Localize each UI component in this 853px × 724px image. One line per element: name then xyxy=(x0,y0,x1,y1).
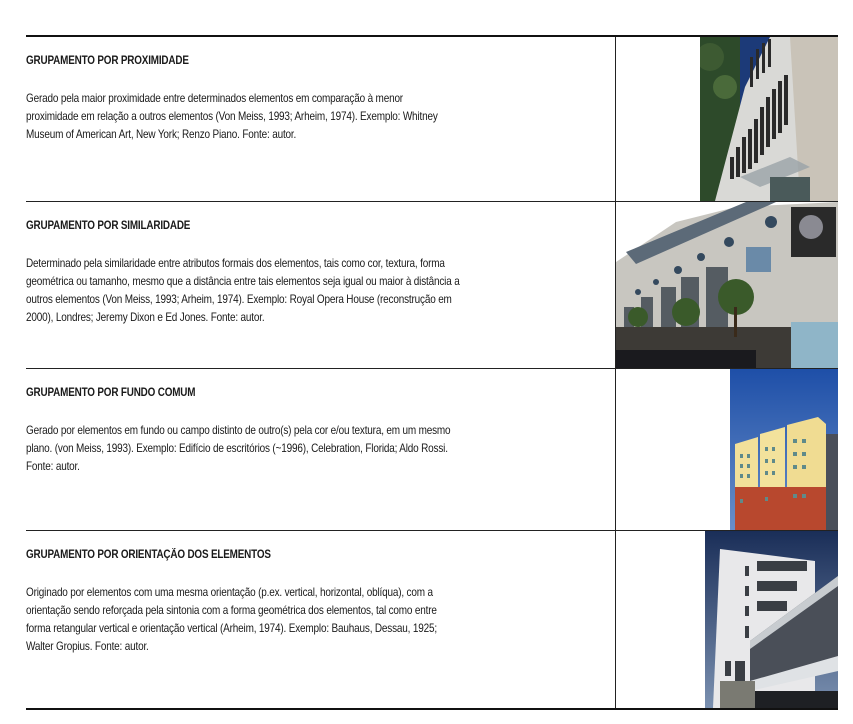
celebration-office-building-photo xyxy=(730,369,838,530)
table-row-common-region xyxy=(26,369,838,531)
row-description xyxy=(26,584,559,656)
description-line: proximidade em relação a outros elementos (Von Meiss, 1993; Arheim, 1974). Exemplo: Whitney xyxy=(26,110,438,123)
description-line: Gerado por elementos em fundo ou campo distinto de outro(s) pela cor e/ou textura, em um mesmo xyxy=(26,424,451,437)
row-description xyxy=(26,422,559,476)
column-divider xyxy=(615,531,616,708)
table-row-proximity xyxy=(26,37,838,202)
row-title: GRUPAMENTO POR FUNDO COMUM xyxy=(26,387,196,399)
description-line: Determinado pela similaridade entre atributos formais dos elementos, tais como cor, textura, forma xyxy=(26,257,445,270)
description-line: Fonte: autor. xyxy=(26,460,80,473)
description-line: Walter Gropius. Fonte: autor. xyxy=(26,640,149,653)
grouping-principles-table xyxy=(26,35,838,710)
description-line: 2000), Londres; Jeremy Dixon e Ed Jones. Fonte: autor. xyxy=(26,311,265,324)
table-row-similarity xyxy=(26,202,838,369)
row-description xyxy=(26,90,559,144)
table-row-orientation xyxy=(26,531,838,708)
row-description xyxy=(26,255,559,327)
description-line: forma retangular vertical e orientação vertical (Arheim, 1974). Exemplo: Bauhaus, Dessau, 1925; xyxy=(26,622,437,635)
row-title: GRUPAMENTO POR ORIENTAÇÃO DOS ELEMENTOS xyxy=(26,549,271,561)
royal-opera-house-photo xyxy=(616,202,838,368)
description-line: Gerado pela maior proximidade entre determinados elementos em comparação à menor xyxy=(26,92,403,105)
row-title: GRUPAMENTO POR SIMILARIDADE xyxy=(26,220,191,232)
bauhaus-dessau-photo xyxy=(705,531,838,708)
description-line: plano. (von Meiss, 1993). Exemplo: Edifício de escritórios (~1996), Celebration, Florida; Aldo Rossi. xyxy=(26,442,448,455)
column-divider xyxy=(615,37,616,201)
description-line: outros elementos (Von Meiss, 1993; Arheim, 1974). Exemplo: Royal Opera House (reconstrução em xyxy=(26,293,452,306)
description-line: Museum of American Art, New York; Renzo Piano. Fonte: autor. xyxy=(26,128,297,141)
column-divider xyxy=(615,369,616,530)
description-line: orientação sendo reforçada pela sintonia com a forma geométrica dos elementos, tal como entre xyxy=(26,604,437,617)
description-line: Originado por elementos com uma mesma orientação (p.ex. vertical, horizontal, oblíqua), com a xyxy=(26,586,433,599)
description-line: geométrica ou tamanho, mesmo que a distância entre tais elementos seja igual ou maior à distância a xyxy=(26,275,460,288)
whitney-museum-photo xyxy=(700,37,838,201)
row-title: GRUPAMENTO POR PROXIMIDADE xyxy=(26,55,189,67)
